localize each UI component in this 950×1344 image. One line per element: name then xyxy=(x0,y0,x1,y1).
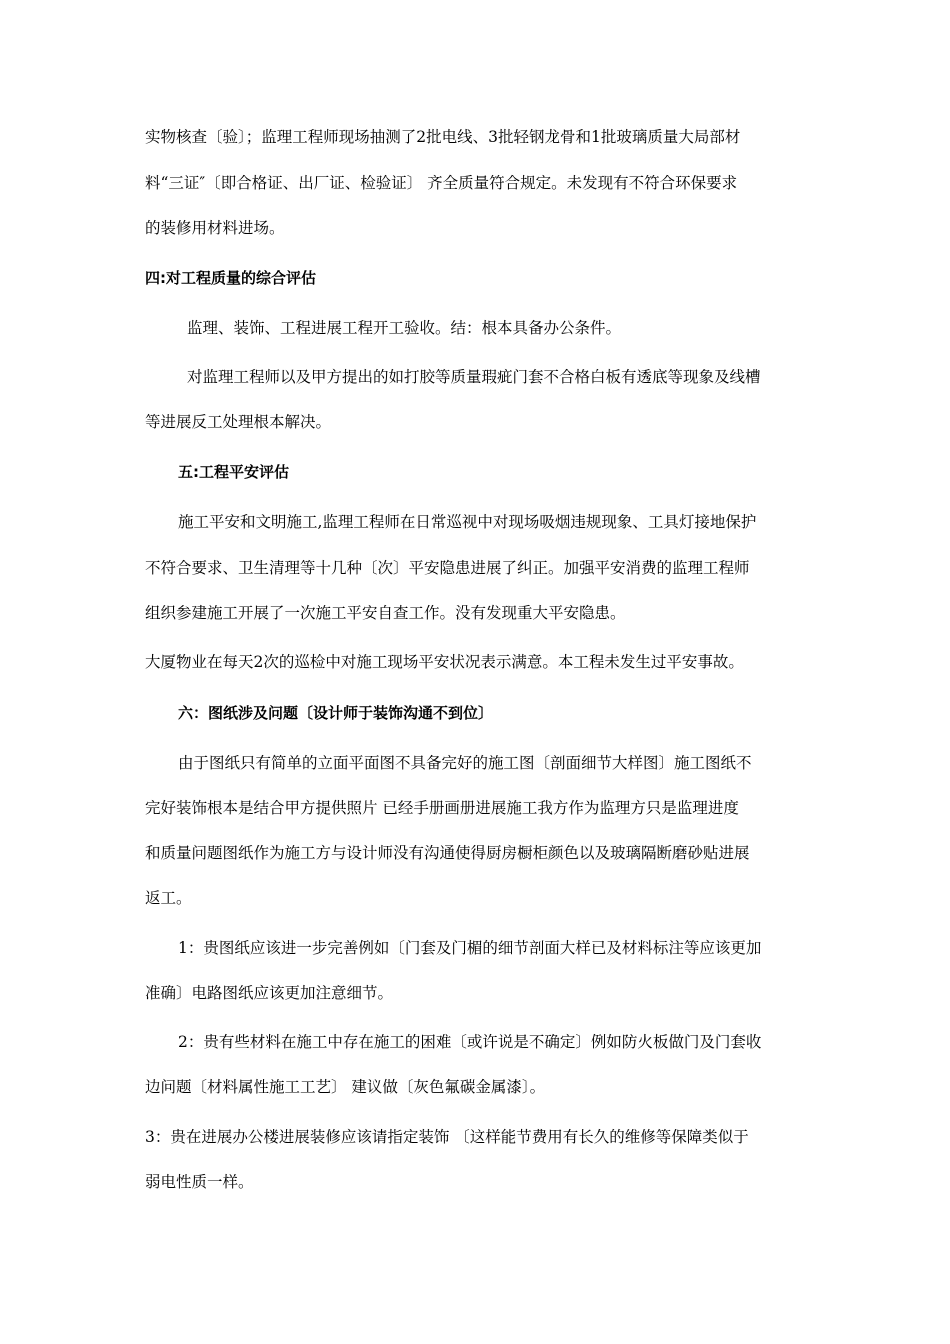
section-heading-4: 四:对工程质量的综合评估 xyxy=(145,269,316,287)
text-line-17: 返工。 xyxy=(145,889,192,907)
text-line-11: 组织参建施工开展了一次施工平安自查工作。没有发现重大平安隐患。 xyxy=(145,604,626,622)
document-page xyxy=(145,0,810,1344)
text-line-21: 边问题〔材料属性施工工艺〕 建议做〔灰色氟碳金属漆〕。 xyxy=(145,1078,546,1096)
text-line-22: 3：贵在进展办公楼进展装修应该请指定装饰 〔这样能节费用有长久的维修等保障类似于 xyxy=(145,1128,749,1146)
text-line-1: 实物核查〔验〕；监理工程师现场抽测了2批电线、3批轻钢龙骨和1批玻璃质量大局部材 xyxy=(145,128,741,146)
text-line-6: 对监理工程师以及甲方提出的如打胶等质量瑕疵门套不合格白板有透底等现象及线槽 xyxy=(187,368,761,386)
text-line-16: 和质量问题图纸作为施工方与设计师没有沟通使得厨房橱柜颜色以及玻璃隔断磨砂贴进展 xyxy=(145,844,750,862)
text-line-9: 施工平安和文明施工,监理工程师在日常巡视中对现场吸烟违规现象、工具灯接地保护 xyxy=(178,513,757,531)
section-heading-6: 六：图纸涉及问题〔设计师于装饰沟通不到位〕 xyxy=(178,704,494,722)
section-heading-5: 五:工程平安评估 xyxy=(178,463,289,481)
text-line-10: 不符合要求、卫生清理等十几种〔次〕平安隐患进展了纠正。加强平安消费的监理工程师 xyxy=(145,559,750,577)
text-line-7: 等进展反工处理根本解决。 xyxy=(145,413,332,431)
text-line-15: 完好装饰根本是结合甲方提供照片 已经手册画册进展施工我方作为监理方只是监理进度 xyxy=(145,799,739,817)
text-line-23: 弱电性质一样。 xyxy=(145,1173,254,1191)
text-line-20: 2：贵有些材料在施工中存在施工的困难〔或许说是不确定〕例如防火板做门及门套收 xyxy=(178,1033,762,1051)
text-line-14: 由于图纸只有简单的立面平面图不具备完好的施工图〔剖面细节大样图〕施工图纸不 xyxy=(178,754,752,772)
text-line-5: 监理、装饰、工程进展工程开工验收。结：根本具备办公条件。 xyxy=(187,319,622,337)
text-line-12: 大厦物业在每天2次的巡检中对施工现场平安状况表示满意。本工程未发生过平安事故。 xyxy=(145,653,744,671)
text-line-2: 料“三证″〔即合格证、出厂证、检验证〕 齐全质量符合规定。未发现有不符合环保要求 xyxy=(145,174,738,192)
text-line-18: 1：贵图纸应该进一步完善例如〔门套及门楣的细节剖面大样已及材料标注等应该更加 xyxy=(178,939,762,957)
text-line-19: 准确〕电路图纸应该更加注意细节。 xyxy=(145,984,394,1002)
text-line-3: 的装修用材料进场。 xyxy=(145,219,285,237)
